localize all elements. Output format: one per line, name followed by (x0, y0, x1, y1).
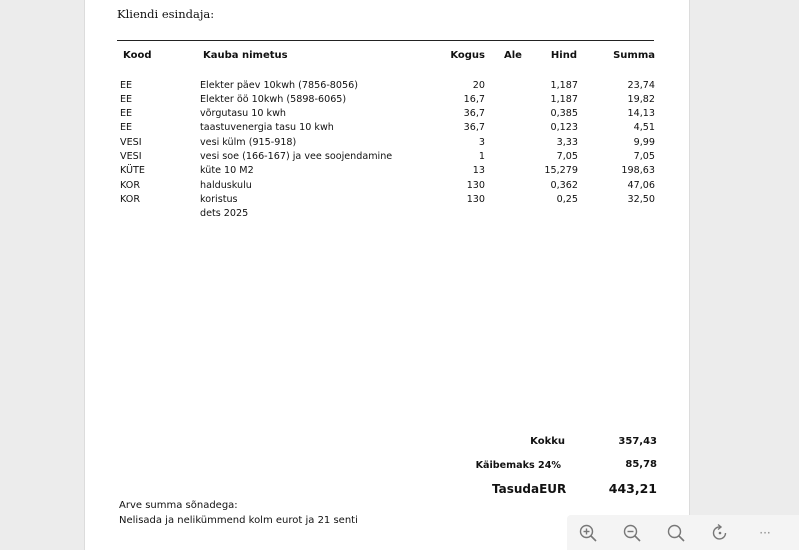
row-name: võrgutasu 10 kwh (200, 108, 287, 119)
row-code: KÜTE (120, 165, 145, 176)
row-qty: 1 (478, 151, 485, 162)
col-header-price: Hind (550, 50, 577, 61)
row-price: 7,05 (556, 151, 578, 162)
pay-value: 443,21 (608, 481, 657, 496)
row-code: VESI (120, 137, 142, 148)
row-sum: 9,99 (633, 137, 655, 148)
row-sum: 32,50 (627, 194, 655, 205)
row-code: KOR (120, 194, 140, 205)
row-sum: 198,63 (621, 165, 655, 176)
row-code: EE (120, 122, 133, 133)
representative-label: Kliendi esindaja: (117, 7, 215, 21)
row-qty: 16,7 (463, 94, 485, 105)
col-header-qty: Kogus (450, 50, 485, 61)
row-sum: 14,13 (627, 108, 655, 119)
row-qty: 130 (466, 194, 485, 205)
row-qty: 13 (472, 165, 485, 176)
row-price: 1,187 (550, 80, 578, 91)
pay-label-text: Tasuda (492, 482, 540, 496)
col-header-code: Kood (123, 50, 152, 61)
row-name: vesi soe (166-167) ja vee soojendamine (200, 151, 393, 162)
col-header-sum: Summa (613, 50, 655, 61)
row-price: 0,362 (550, 180, 578, 191)
pay-label (492, 482, 566, 496)
amount-words-value: Nelisada ja nelikümmend kolm eurot ja 21 senti (119, 515, 358, 526)
row-price: 0,123 (550, 122, 578, 133)
row-name: halduskulu (200, 180, 252, 191)
col-header-name: Kauba nimetus (203, 50, 288, 61)
row-price: 0,385 (550, 108, 578, 119)
total-value: 357,43 (618, 436, 657, 447)
more-icon[interactable]: ··· (759, 526, 771, 540)
vat-value: 85,78 (625, 459, 657, 470)
row-name: dets 2025 (200, 208, 249, 219)
pay-currency: EUR (539, 482, 567, 496)
row-sum: 4,51 (633, 122, 655, 133)
row-sum: 7,05 (633, 151, 655, 162)
total-label: Kokku (530, 436, 565, 447)
header-rule (117, 40, 654, 41)
row-name: Elekter öö 10kwh (5898-6065) (200, 94, 347, 105)
vat-label: Käibemaks 24% (475, 460, 561, 471)
row-qty: 130 (466, 180, 485, 191)
row-sum: 23,74 (627, 80, 655, 91)
row-price: 15,279 (544, 165, 578, 176)
row-name: küte 10 M2 (200, 165, 254, 176)
zoom-out-icon[interactable] (622, 523, 642, 543)
row-price: 1,187 (550, 94, 578, 105)
row-name: vesi külm (915-918) (200, 137, 297, 148)
amount-words-label: Arve summa sõnadega: (119, 500, 238, 511)
row-sum: 47,06 (627, 180, 655, 191)
row-qty: 36,7 (463, 108, 485, 119)
row-name: taastuvenergia tasu 10 kwh (200, 122, 334, 133)
row-code: EE (120, 108, 133, 119)
zoom-in-icon[interactable] (578, 523, 598, 543)
row-name: Elekter päev 10kwh (7856-8056) (200, 80, 358, 91)
row-name: koristus (200, 194, 238, 205)
row-code: KOR (120, 180, 140, 191)
row-qty: 3 (478, 137, 485, 148)
row-sum: 19,82 (627, 94, 655, 105)
row-code: EE (120, 80, 133, 91)
row-price: 3,33 (556, 137, 578, 148)
row-price: 0,25 (556, 194, 578, 205)
rotate-icon[interactable] (710, 523, 730, 543)
row-code: EE (120, 94, 133, 105)
invoice-page (84, 0, 690, 550)
row-qty: 36,7 (463, 122, 485, 133)
row-qty: 20 (472, 80, 485, 91)
col-header-discount: Ale (504, 50, 522, 61)
viewer-toolbar (567, 515, 799, 550)
row-code: VESI (120, 151, 142, 162)
zoom-fit-icon[interactable] (666, 523, 686, 543)
